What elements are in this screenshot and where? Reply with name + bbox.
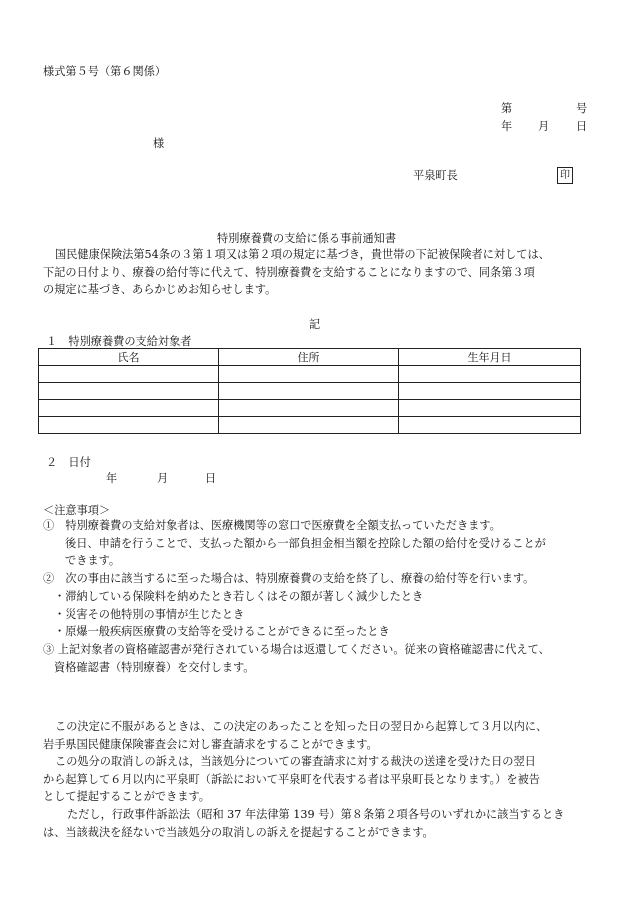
appeal-line: として提起することができます。 [43,790,210,804]
notes-block [43,517,593,676]
intro-paragraph [43,246,593,299]
section2-tsuki: 月 [157,472,169,485]
note-line: 資格確認書（特別療養）を交付します。 [54,660,255,674]
column-header-name: 氏名 [39,349,219,366]
table-cell [399,366,581,383]
table-row [39,366,581,383]
date-nen: 年 [501,120,513,133]
ki-marker: 記 [309,318,321,331]
table-row [39,417,581,434]
section2-heading: ２ 日付 [46,456,91,469]
date-hi: 日 [576,120,588,133]
appeal-line: 岩手県国民健康保険審査会に対し審査請求をすることができます。 [43,737,378,751]
table-cell [399,400,581,417]
note-line: ・災害その他特別の事情が生じたとき [54,607,245,621]
table-row [39,400,581,417]
note-line: ・滞納している保険料を納めたとき若しくはその額が著しく減少したとき [54,589,424,603]
table-cell [399,383,581,400]
table-row [39,383,581,400]
appeal-line: は、当該裁決を経ないで当該処分の取消しの訴えを提起することができます。 [43,825,434,839]
table-cell [219,400,399,417]
table-cell [399,417,581,434]
intro-line: 国民健康保険法第54条の３第１項又は第２項の規定に基づき，貴世帯の下記被保険者に対しては、 [55,248,550,261]
appeal-notice [43,718,593,841]
intro-line: の規定に基づき、あらかじめお知らせします。 [43,283,277,296]
section1-heading: １ 特別療養費の支給対象者 [46,335,192,348]
appeal-line: この処分の取消しの訴えは，当該処分についての審査請求に対する裁決の送達を受けた日の翌日 [55,755,536,769]
seal-stamp: 印 [557,167,573,184]
doc-number-go: 号 [576,102,588,115]
sender-name: 平泉町長 [413,169,458,182]
appeal-line: ただし，行政事件訴訟法（昭和 37 年法律第 139 号）第８条第２項各号のいずれかに該当するとき [67,807,565,821]
date-tsuki: 月 [538,120,550,133]
intro-line: 下記の日付より、療養の給付等に代えて、特別療養費を支給することになりますので、同条第３項 [43,265,535,279]
note-line: ② 次の事由に該当するに至った場合は、特別療養費の支給を終了し、療養の給付等を行います。 [43,572,535,586]
section2-nen: 年 [106,472,118,485]
column-header-birthdate: 生年月日 [399,349,581,366]
notes-heading: ＜注意事項＞ [43,504,111,517]
column-header-address: 住所 [219,349,399,366]
table-cell [39,383,219,400]
table-cell [219,366,399,383]
appeal-line: から起算して６月以内に平泉町（訴訟において平泉町を代表する者は平泉町長となります。）を被告 [43,772,540,786]
table-cell [39,417,219,434]
form-id: 様式第５号（第６関係） [43,65,167,78]
note-line: ① 特別療養費の支給対象者は、医療機関等の窓口で医療費を全額支払っていただきます。 [43,519,501,532]
note-line: ・原爆一般疾病医療費の支給等を受けることができるに至ったとき [54,625,390,639]
doc-number-dai: 第 [501,102,513,115]
table-cell [219,417,399,434]
appeal-line: この決定に不服があるときは、この決定のあったことを知った日の翌日から起算して３月以内に、 [55,720,548,733]
note-line: できます。 [65,554,121,568]
table-cell [39,366,219,383]
note-line: ③ 上記対象者の資格確認書が発行されている場合は返還してください。従来の資格確認書に代えて、 [43,642,550,656]
table-cell [219,383,399,400]
table-header-row [39,349,581,366]
section2-hi: 日 [205,472,217,485]
addressee-suffix: 様 [153,137,165,150]
table-cell [39,400,219,417]
document-title: 特別療養費の支給に係る事前通知書 [217,232,397,245]
target-persons-table [38,348,581,434]
note-line: 後日、申請を行うことで、支払った額から一部負担金相当額を控除した額の給付を受けることが [65,536,546,550]
